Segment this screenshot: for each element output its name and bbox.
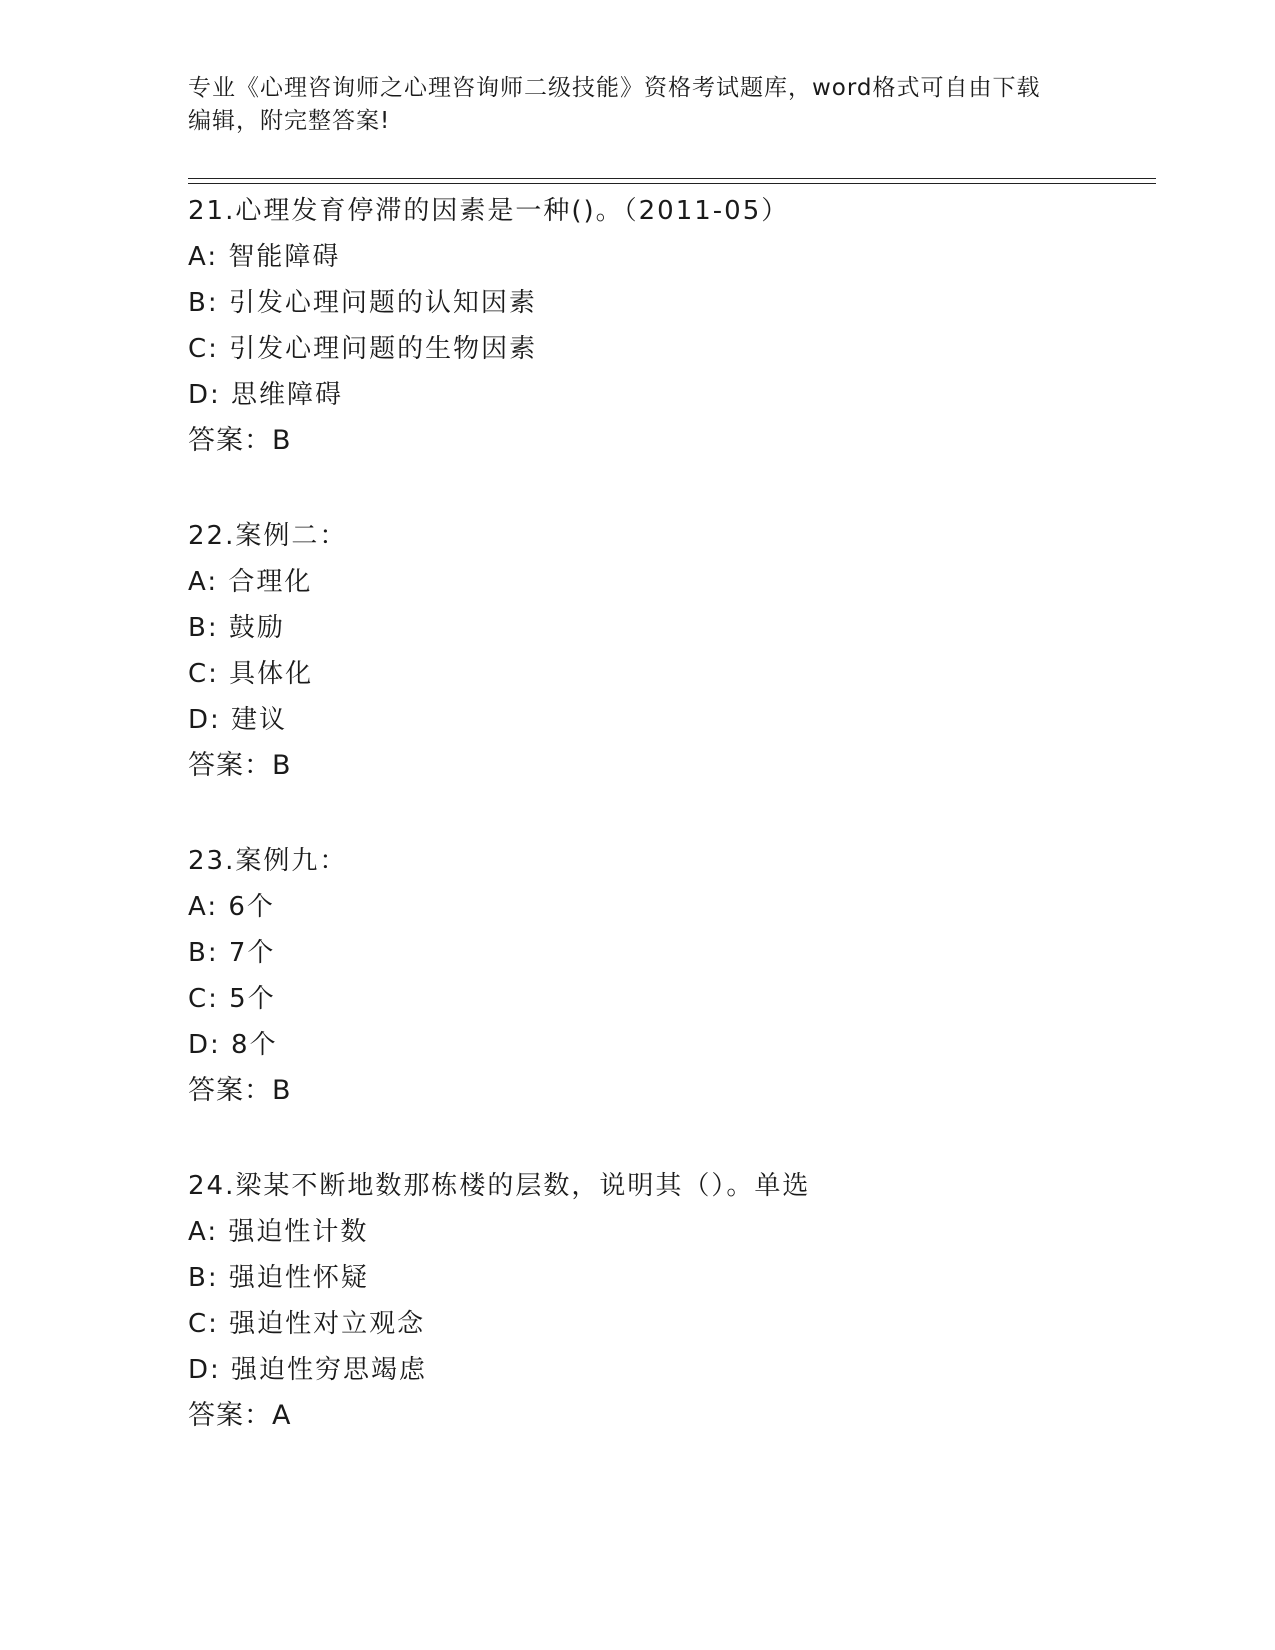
- question-stem: 22.案例二：: [188, 521, 348, 551]
- question-22: [188, 513, 1156, 789]
- answer: 答案：B: [188, 750, 292, 781]
- question-24: [188, 1163, 1156, 1439]
- answer: 答案：A: [188, 1400, 292, 1431]
- option-c: C: 引发心理问题的生物因素: [188, 334, 538, 364]
- option-c: C: 5个: [188, 984, 276, 1014]
- option-d: D: 建议: [188, 705, 288, 735]
- answer: 答案：B: [188, 425, 292, 456]
- option-c: C: 具体化: [188, 659, 314, 689]
- header-divider-top: [188, 178, 1156, 179]
- question-stem: 23.案例九：: [188, 846, 348, 876]
- option-a: A: 智能障碍: [188, 242, 341, 272]
- option-b: B: 引发心理问题的认知因素: [188, 288, 537, 318]
- option-b: B: 强迫性怀疑: [188, 1263, 369, 1293]
- option-d: D: 思维障碍: [188, 380, 344, 410]
- question-stem: 24.梁某不断地数那栋楼的层数，说明其（）。单选: [188, 1171, 811, 1201]
- header-line-1: 专业《心理咨询师之心理咨询师二级技能》资格考试题库，word格式可自由下载: [188, 75, 1041, 101]
- question-23: [188, 838, 1156, 1114]
- option-a: A: 合理化: [188, 567, 313, 597]
- header-line-2: 编辑，附完整答案!: [188, 108, 391, 134]
- answer: 答案：B: [188, 1075, 292, 1106]
- question-stem: 21.心理发育停滞的因素是一种()。（2011-05）: [188, 196, 790, 226]
- option-d: D: 8个: [188, 1030, 278, 1060]
- option-c: C: 强迫性对立观念: [188, 1309, 426, 1339]
- option-b: B: 7个: [188, 938, 276, 968]
- option-d: D: 强迫性穷思竭虑: [188, 1355, 428, 1385]
- option-a: A: 6个: [188, 892, 275, 922]
- question-list: [188, 188, 1156, 1488]
- header-divider-bottom: [188, 183, 1156, 184]
- question-21: [188, 188, 1156, 464]
- option-a: A: 强迫性计数: [188, 1217, 369, 1247]
- document-header: [188, 72, 1088, 138]
- option-b: B: 鼓励: [188, 613, 285, 643]
